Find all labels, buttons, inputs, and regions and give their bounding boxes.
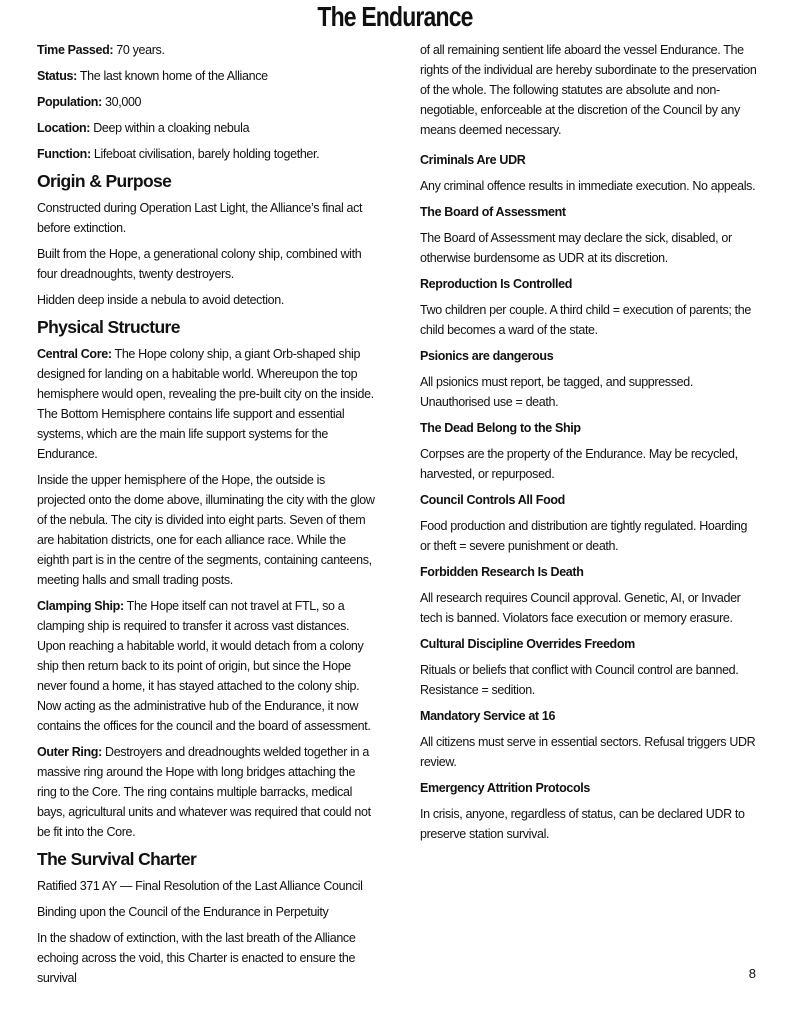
rule-title: Emergency Attrition Protocols (420, 781, 590, 795)
outer-ring-text: Destroyers and dreadnoughts welded together in a massive ring around the Hope with long bridges attaching the ring to the Core. The ring contains multiple barracks, medical bays, agricultural units and whatever was required that could not be fit into the Core. (37, 745, 371, 839)
rule-body: Two children per couple. A third child = execution of parents; the child becomes a ward of the state. (420, 303, 751, 337)
stat-location (37, 118, 375, 138)
outer-ring-label: Outer Ring: (37, 745, 102, 759)
origin-paragraph: Constructed during Operation Last Light, the Alliance’s final act before extinction. (37, 201, 363, 235)
stat-value: 70 years. (116, 43, 165, 57)
charter-preamble-end: of all remaining sentient life aboard the vessel Endurance. The rights of the individual are hereby subordinate to the preservation of the whole. The following statutes are absolute and non-negotiable, enforceable at the discretion of the Council by any means deemed necessary. (420, 43, 757, 137)
stat-value: Deep within a cloaking nebula (93, 121, 250, 135)
rule-title: Criminals Are UDR (420, 153, 526, 167)
outer-ring-paragraph (37, 742, 375, 842)
central-core-label: Central Core: (37, 347, 112, 361)
origin-paragraph: Built from the Hope, a generational colony ship, combined with four dreadnoughts, twenty destroyers. (37, 247, 362, 281)
charter-ratified: Ratified 371 AY — Final Resolution of the Last Alliance Council (37, 879, 363, 893)
rule-body: Food production and distribution are tightly regulated. Hoarding or theft = severe punishment or death. (420, 519, 748, 553)
charter-binding: Binding upon the Council of the Endurance in Perpetuity (37, 905, 329, 919)
stat-function (37, 144, 375, 164)
charter-rule (420, 778, 758, 844)
rule-title: The Dead Belong to the Ship (420, 421, 581, 435)
rule-title: Mandatory Service at 16 (420, 709, 556, 723)
stat-label: Location: (37, 121, 91, 135)
clamping-ship-paragraph (37, 596, 375, 736)
page-number: 8 (748, 966, 756, 981)
rule-body: All psionics must report, be tagged, and suppressed. Unauthorised use = death. (420, 375, 693, 409)
charter-preamble-start: In the shadow of extinction, with the last breath of the Alliance echoing across the void, this Charter is enacted to ensure the survival (37, 931, 356, 985)
inside-hope-paragraph: Inside the upper hemisphere of the Hope, the outside is projected onto the dome above, illuminating the city with the glow of the nebula. The city is divided into eight parts. Seven of them are habitation districts, one for each alliance race. While the eighth part is in the centre of the segments, containing canteens, meeting halls and small trading posts. (37, 473, 375, 587)
charter-rule (420, 562, 758, 628)
charter-rule (420, 150, 758, 196)
rule-body: In crisis, anyone, regardless of status, can be declared UDR to preserve station survival. (420, 807, 745, 841)
section-heading-origin: Origin & Purpose (37, 171, 172, 191)
stat-value: 30,000 (105, 95, 142, 109)
rule-title: The Board of Assessment (420, 205, 566, 219)
charter-rule (420, 418, 758, 484)
stats-list (37, 40, 375, 164)
central-core-paragraph (37, 344, 375, 464)
clamping-ship-label: Clamping Ship: (37, 599, 124, 613)
rule-title: Reproduction Is Controlled (420, 277, 573, 291)
origin-paragraph: Hidden deep inside a nebula to avoid detection. (37, 293, 284, 307)
stat-label: Population: (37, 95, 102, 109)
rule-title: Psionics are dangerous (420, 349, 554, 363)
section-heading-structure: Physical Structure (37, 317, 180, 337)
stat-label: Function: (37, 147, 91, 161)
charter-rule (420, 202, 758, 268)
charter-rule (420, 274, 758, 340)
stat-label: Status: (37, 69, 77, 83)
rule-title: Forbidden Research Is Death (420, 565, 584, 579)
page-title: The Endurance (317, 1, 473, 32)
rule-title: Council Controls All Food (420, 493, 565, 507)
rule-body: Corpses are the property of the Endurance. May be recycled, harvested, or repurposed. (420, 447, 738, 481)
stat-value: Lifeboat civilisation, barely holding together. (93, 147, 320, 161)
rule-body: Any criminal offence results in immediate execution. No appeals. (420, 179, 756, 193)
right-column (420, 40, 758, 850)
central-core-text: The Hope colony ship, a giant Orb-shaped ship designed for landing on a habitable world. Whereupon the top hemisphere would open, revealing the pre-built city on the inside. The Bottom Hemisphere contains life support and essential systems, which are the main life support systems for the Endurance. (37, 347, 374, 461)
stat-label: Time Passed: (37, 43, 114, 57)
charter-rule (420, 634, 758, 700)
charter-rule (420, 490, 758, 556)
rule-title: Cultural Discipline Overrides Freedom (420, 637, 635, 651)
stat-value: The last known home of the Alliance (79, 69, 268, 83)
clamping-ship-text: The Hope itself can not travel at FTL, so a clamping ship is required to transfer it across vast distances. Upon reaching a habitable world, it would detach from a colony ship then return back to its point of origin, but since the Hope never found a home, it has stayed attached to the colony ship. Now acting as the administrative hub of the Endurance, it now contains the offices for the council and the board of assessment. (37, 599, 371, 733)
stat-status (37, 66, 375, 86)
stat-time-passed (37, 40, 375, 60)
rule-body: All citizens must serve in essential sectors. Refusal triggers UDR review. (420, 735, 756, 769)
charter-rule (420, 346, 758, 412)
left-column (37, 40, 375, 994)
rule-body: The Board of Assessment may declare the sick, disabled, or otherwise burdensome as UDR at its discretion. (420, 231, 732, 265)
section-heading-charter: The Survival Charter (37, 849, 197, 869)
rule-body: Rituals or beliefs that conflict with Council control are banned. Resistance = sedition. (420, 663, 739, 697)
stat-population (37, 92, 375, 112)
rule-body: All research requires Council approval. Genetic, AI, or Invader tech is banned. Violators face execution or memory erasure. (420, 591, 741, 625)
charter-rule (420, 706, 758, 772)
